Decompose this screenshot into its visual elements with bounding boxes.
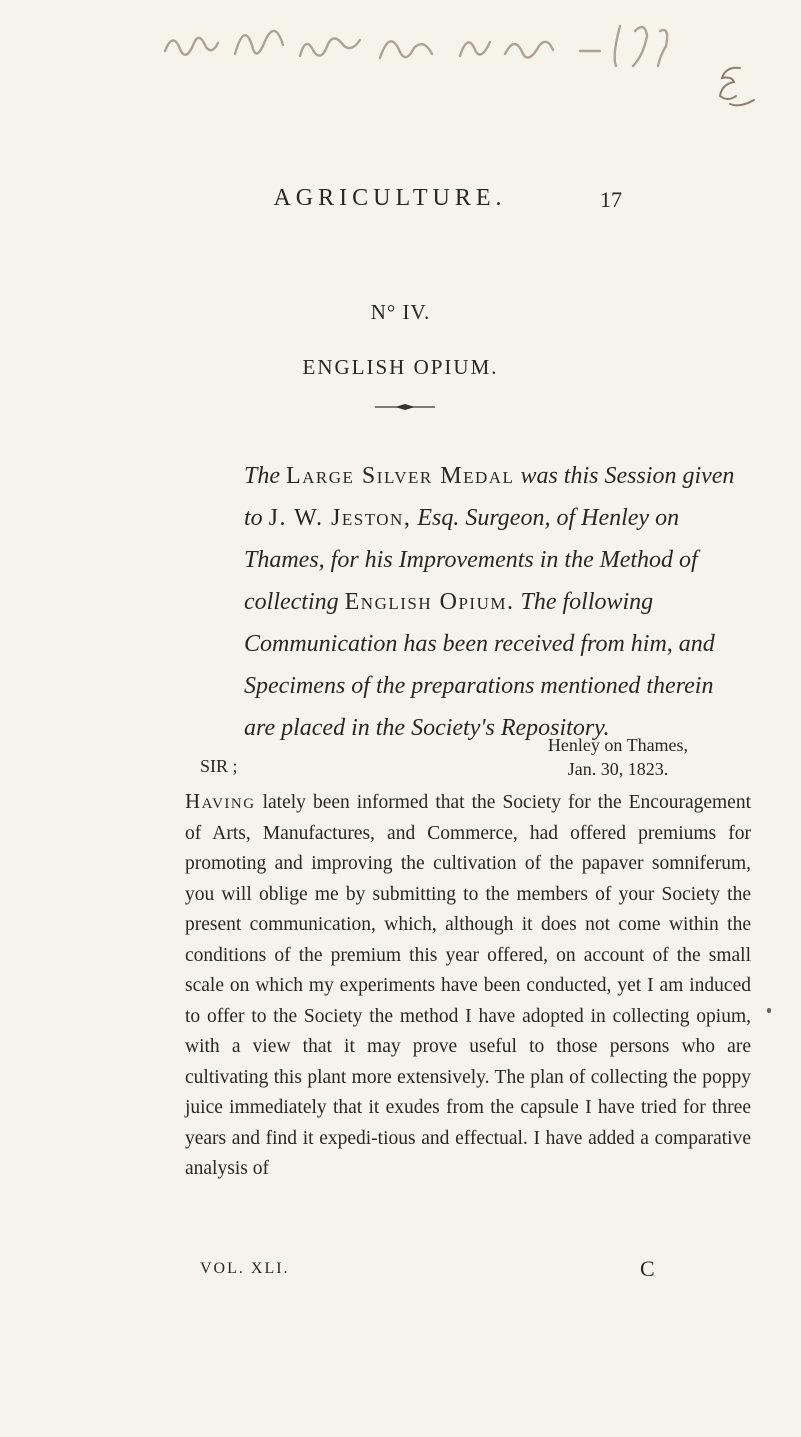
signature-mark: C xyxy=(640,1256,655,1281)
ornamental-rule xyxy=(375,402,435,412)
letter-body-text: lately been informed that the Society for the Encouragement of Arts, Manufactures, and Commerce, had offered premiums for promoting and improving the cultivation of the papaver somniferum, you will oblige me by submitting to the members of your Society the present communication, which, although it does not come within the conditions of the premium this year offered, on account of the small scale on which my experiments have been conducted, yet I am induced to offer to the Society the method I have adopted in collecting opium, with a view that it may prove useful to those persons who are cultivating this plant more extensively. The plan of collecting the poppy juice immediately that it exudes from the capsule I have tried for three years and find it expedi-tious and effectual. I have added a comparative analysis of xyxy=(185,792,751,1179)
prize-name: Large Silver Medal xyxy=(286,463,515,489)
letter-place: Henley on Thames, xyxy=(547,735,689,755)
intro-text-3: Esq. Surgeon, of Henley on Thames, for his Improvements in the Method of collecting xyxy=(244,505,698,615)
intro-text-2: was this Session given to xyxy=(244,463,735,531)
ink-speck xyxy=(767,1008,771,1013)
intro-text-1: The xyxy=(244,463,286,489)
subject-name: English Opium. xyxy=(344,589,515,615)
letter-date: Jan. 30, 1823. xyxy=(567,759,669,779)
page-number: 17 xyxy=(600,187,622,212)
letter-dateline xyxy=(488,733,748,781)
intro-text-4: The following Communication has been received from him, and Specimens of the preparations mentioned therein are placed in the Society's Repository. xyxy=(244,589,715,741)
volume-label: VOL. XLI. xyxy=(200,1260,290,1277)
section-title: AGRICULTURE. xyxy=(273,185,507,211)
recipient-name: J. W. Jeston, xyxy=(268,505,412,531)
article-number: N° IV. xyxy=(370,300,431,324)
running-head xyxy=(0,185,801,225)
article-heading: ENGLISH OPIUM. xyxy=(302,355,499,379)
page-footer xyxy=(200,1256,760,1290)
letter-body xyxy=(185,786,751,1185)
letter-opening-word: Having xyxy=(185,789,256,813)
letter-salutation: SIR ; xyxy=(200,756,238,776)
corner-mark-icon xyxy=(700,60,760,110)
handwritten-annotation xyxy=(160,6,720,76)
intro-paragraph xyxy=(244,455,750,749)
